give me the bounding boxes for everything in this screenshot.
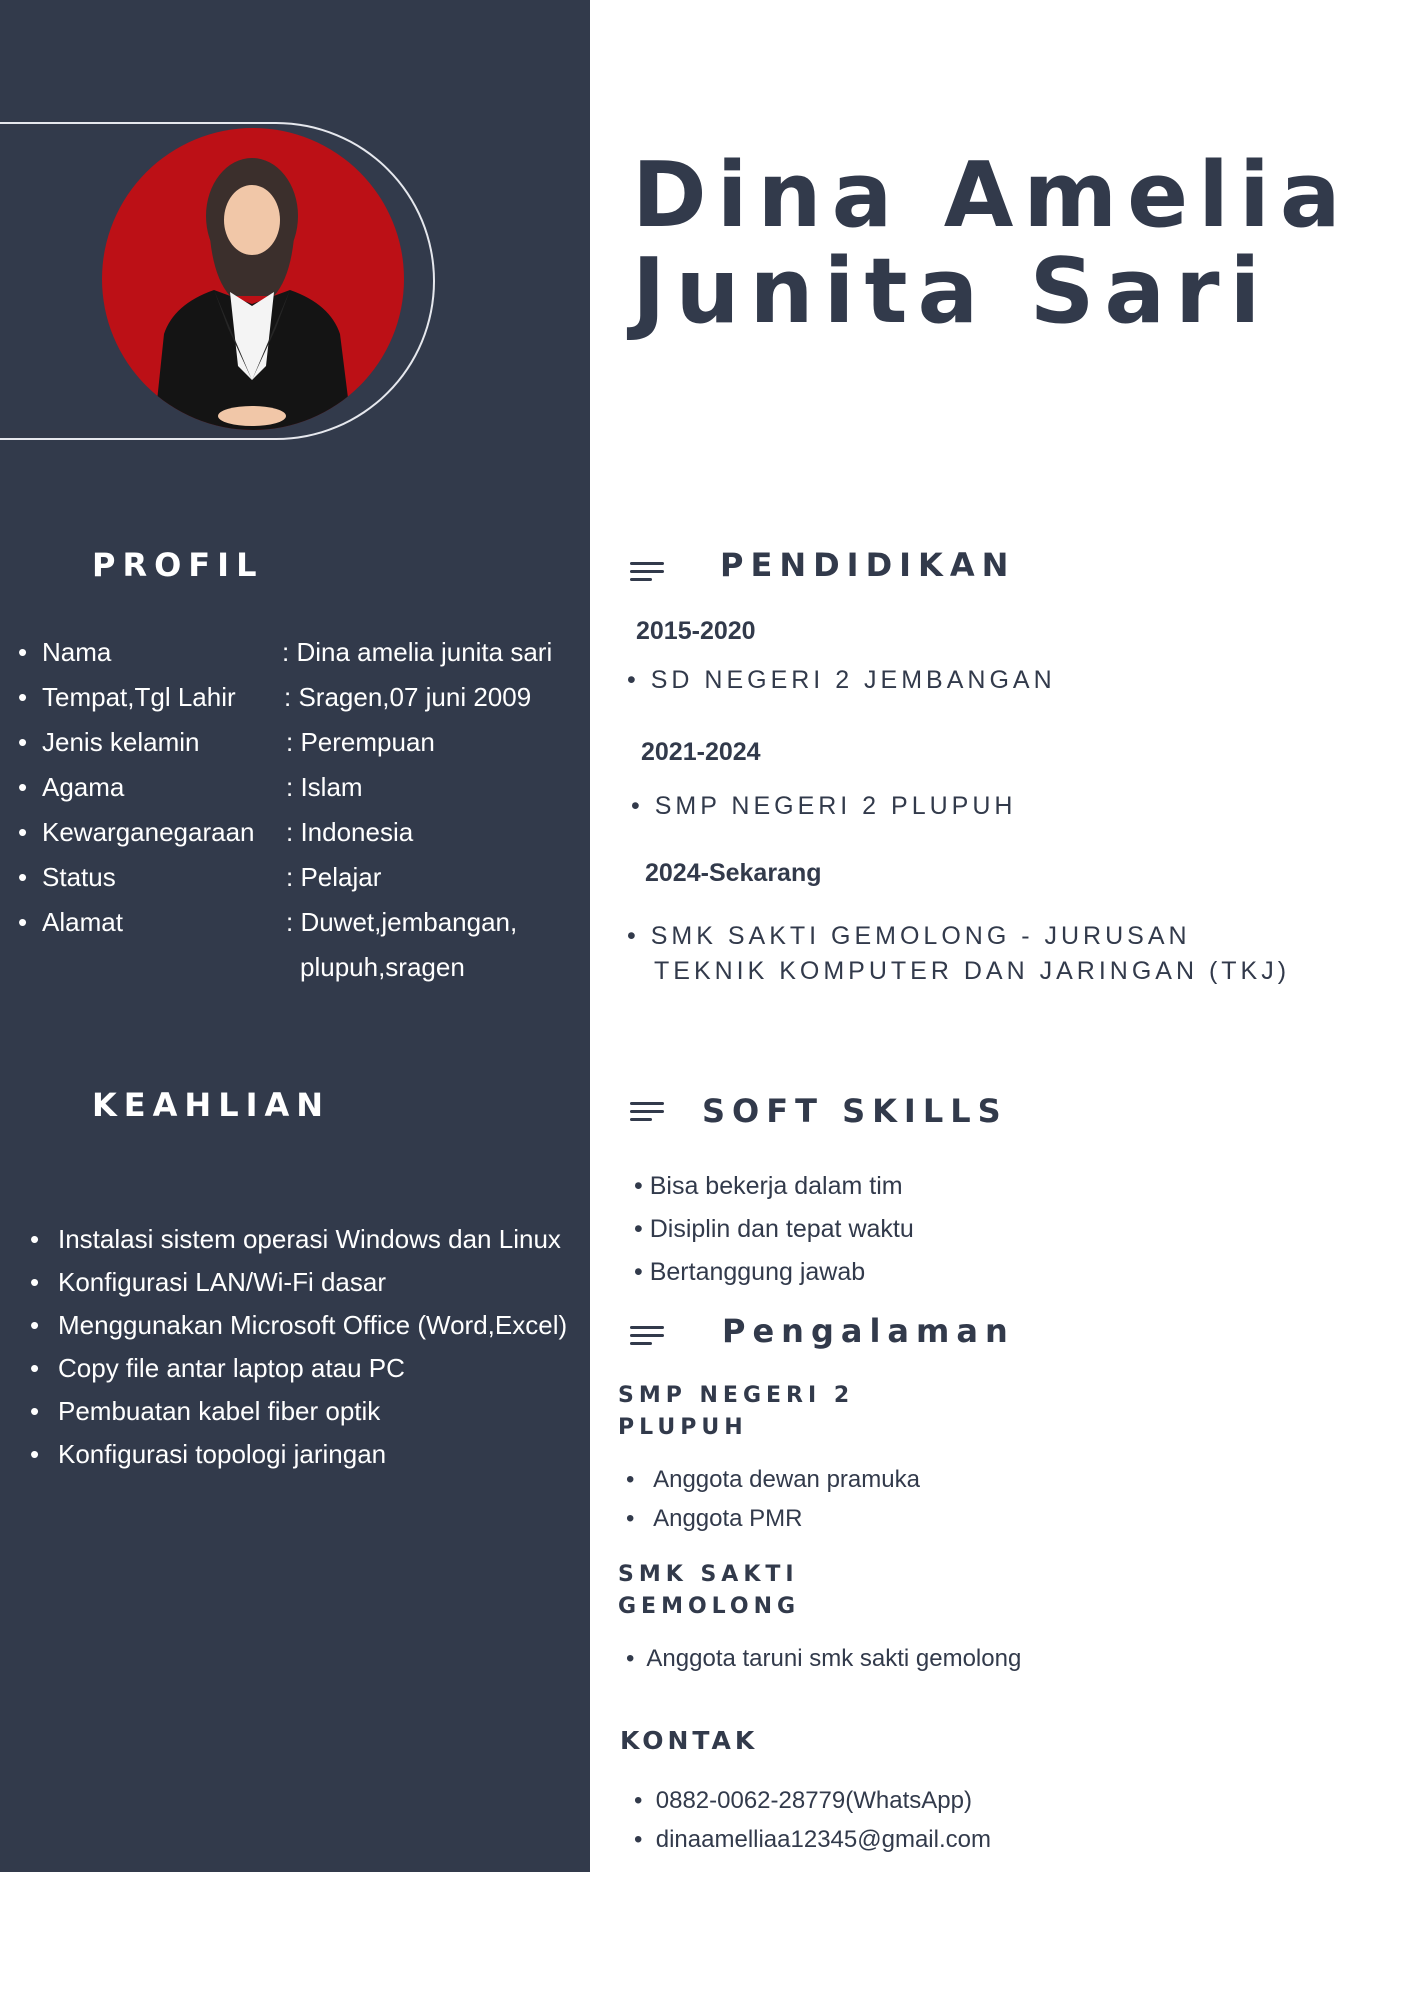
skill-text: Konfigurasi topologi jaringan	[58, 1439, 387, 1469]
soft-skill-text: Bertanggung jawab	[649, 1258, 866, 1286]
name-line-1: Dina Amelia	[632, 143, 1351, 248]
experience-org	[618, 1559, 800, 1623]
profile-row-birth	[18, 682, 578, 720]
profile-label: Status	[42, 862, 116, 892]
education-school-name: SMK SAKTI GEMOLONG - JURUSAN	[650, 922, 1191, 950]
soft-skill-text: Bisa bekerja dalam tim	[649, 1172, 903, 1200]
experience-text: Anggota dewan pramuka	[653, 1466, 920, 1493]
bullet: •	[18, 772, 28, 802]
bullet: •	[627, 666, 640, 694]
education-title: PENDIDIKAN	[720, 546, 1016, 584]
profile-value: : Pelajar	[286, 862, 382, 892]
contact-email[interactable]: dinaamelliaa12345@gmail.com	[655, 1826, 991, 1853]
education-school	[631, 792, 1016, 821]
experience-item	[626, 1645, 1021, 1673]
bullet: •	[634, 1826, 643, 1853]
contact-item	[634, 1787, 972, 1815]
experience-item	[626, 1466, 920, 1494]
profile-value: : Islam	[286, 772, 363, 802]
profile-row-status	[18, 862, 578, 900]
bullet: •	[18, 682, 28, 712]
bullet: •	[18, 907, 28, 937]
soft-skill-item	[634, 1172, 903, 1201]
experience-org-line2: GEMOLONG	[618, 1594, 801, 1619]
menu-lines-icon	[630, 562, 664, 584]
experience-text: Anggota PMR	[653, 1505, 803, 1532]
education-years: 2021-2024	[641, 738, 761, 766]
profile-value: : Sragen,07 juni 2009	[284, 682, 532, 712]
bullet: •	[30, 1396, 40, 1426]
education-school-line2: TEKNIK KOMPUTER DAN JARINGAN (TKJ)	[654, 957, 1291, 985]
bullet: •	[30, 1224, 40, 1254]
profile-title: PROFIL	[92, 546, 264, 584]
profile-value: : Dina amelia junita sari	[282, 637, 553, 667]
experience-org-line1: SMP NEGERI 2	[618, 1383, 855, 1408]
profile-label: Tempat,Tgl Lahir	[42, 682, 236, 712]
avatar	[102, 128, 404, 430]
bullet: •	[626, 1645, 635, 1672]
profile-label: Agama	[42, 772, 125, 802]
bullet: •	[626, 1505, 635, 1532]
education-school	[627, 666, 1056, 695]
bullet: •	[30, 1310, 40, 1340]
profile-row-citizenship	[18, 817, 578, 855]
experience-org-line2: PLUPUH	[618, 1415, 748, 1440]
menu-lines-icon	[630, 1326, 664, 1348]
name-line-2: Junita Sari	[632, 239, 1271, 344]
soft-skill-item	[634, 1215, 914, 1244]
menu-lines-icon	[630, 1102, 664, 1124]
soft-skills-title: SOFT SKILLS	[702, 1092, 1008, 1130]
profile-value: : Duwet,jembangan,	[286, 907, 518, 937]
bullet: •	[30, 1353, 40, 1383]
contact-title: KONTAK	[620, 1726, 759, 1755]
skill-text: Pembuatan kabel fiber optik	[58, 1396, 381, 1426]
experience-org	[618, 1380, 854, 1444]
contact-phone: 0882-0062-28779(WhatsApp)	[655, 1787, 972, 1814]
profile-value: : Perempuan	[286, 727, 435, 757]
experience-item	[626, 1505, 803, 1533]
skill-text: Copy file antar laptop atau PC	[58, 1353, 405, 1383]
education-school-name: SMP NEGERI 2 PLUPUH	[654, 792, 1017, 820]
profile-row-religion	[18, 772, 578, 810]
profile-value: : Indonesia	[286, 817, 414, 847]
bullet: •	[634, 1787, 643, 1814]
skills-title: KEAHLIAN	[92, 1086, 331, 1124]
bullet: •	[30, 1267, 40, 1297]
bullet: •	[18, 862, 28, 892]
soft-skill-item	[634, 1258, 865, 1287]
education-school	[627, 922, 1191, 951]
soft-skill-text: Disiplin dan tepat waktu	[649, 1215, 914, 1243]
skill-text: Instalasi sistem operasi Windows dan Linux	[58, 1224, 561, 1254]
contact-item	[634, 1826, 991, 1854]
bullet: •	[18, 637, 28, 667]
skill-text: Menggunakan Microsoft Office (Word,Excel)	[58, 1310, 568, 1340]
profile-row-gender	[18, 727, 578, 765]
education-years: 2015-2020	[636, 617, 756, 645]
portrait-illustration	[102, 128, 404, 430]
profile-label: Jenis kelamin	[42, 727, 200, 757]
profile-label: Alamat	[42, 907, 123, 937]
experience-title: Pengalaman	[722, 1312, 1015, 1350]
profile-value-line2: plupuh,sragen	[300, 952, 465, 982]
bullet: •	[634, 1172, 643, 1200]
bullet: •	[634, 1258, 643, 1286]
bullet: •	[30, 1439, 40, 1469]
bullet: •	[627, 922, 640, 950]
bullet: •	[631, 792, 644, 820]
bullet: •	[634, 1215, 643, 1243]
education-years: 2024-Sekarang	[645, 859, 822, 887]
experience-org-line1: SMK SAKTI	[618, 1562, 799, 1587]
profile-label: Kewarganegaraan	[42, 817, 255, 847]
bullet: •	[626, 1466, 635, 1493]
bullet: •	[18, 817, 28, 847]
experience-text: Anggota taruni smk sakti gemolong	[646, 1645, 1022, 1672]
profile-label: Nama	[42, 637, 112, 667]
education-school-name: SD NEGERI 2 JEMBANGAN	[650, 666, 1056, 694]
profile-row-address	[18, 907, 578, 991]
bullet: •	[18, 727, 28, 757]
skill-text: Konfigurasi LAN/Wi-Fi dasar	[58, 1267, 386, 1297]
profile-row-name	[18, 637, 578, 675]
